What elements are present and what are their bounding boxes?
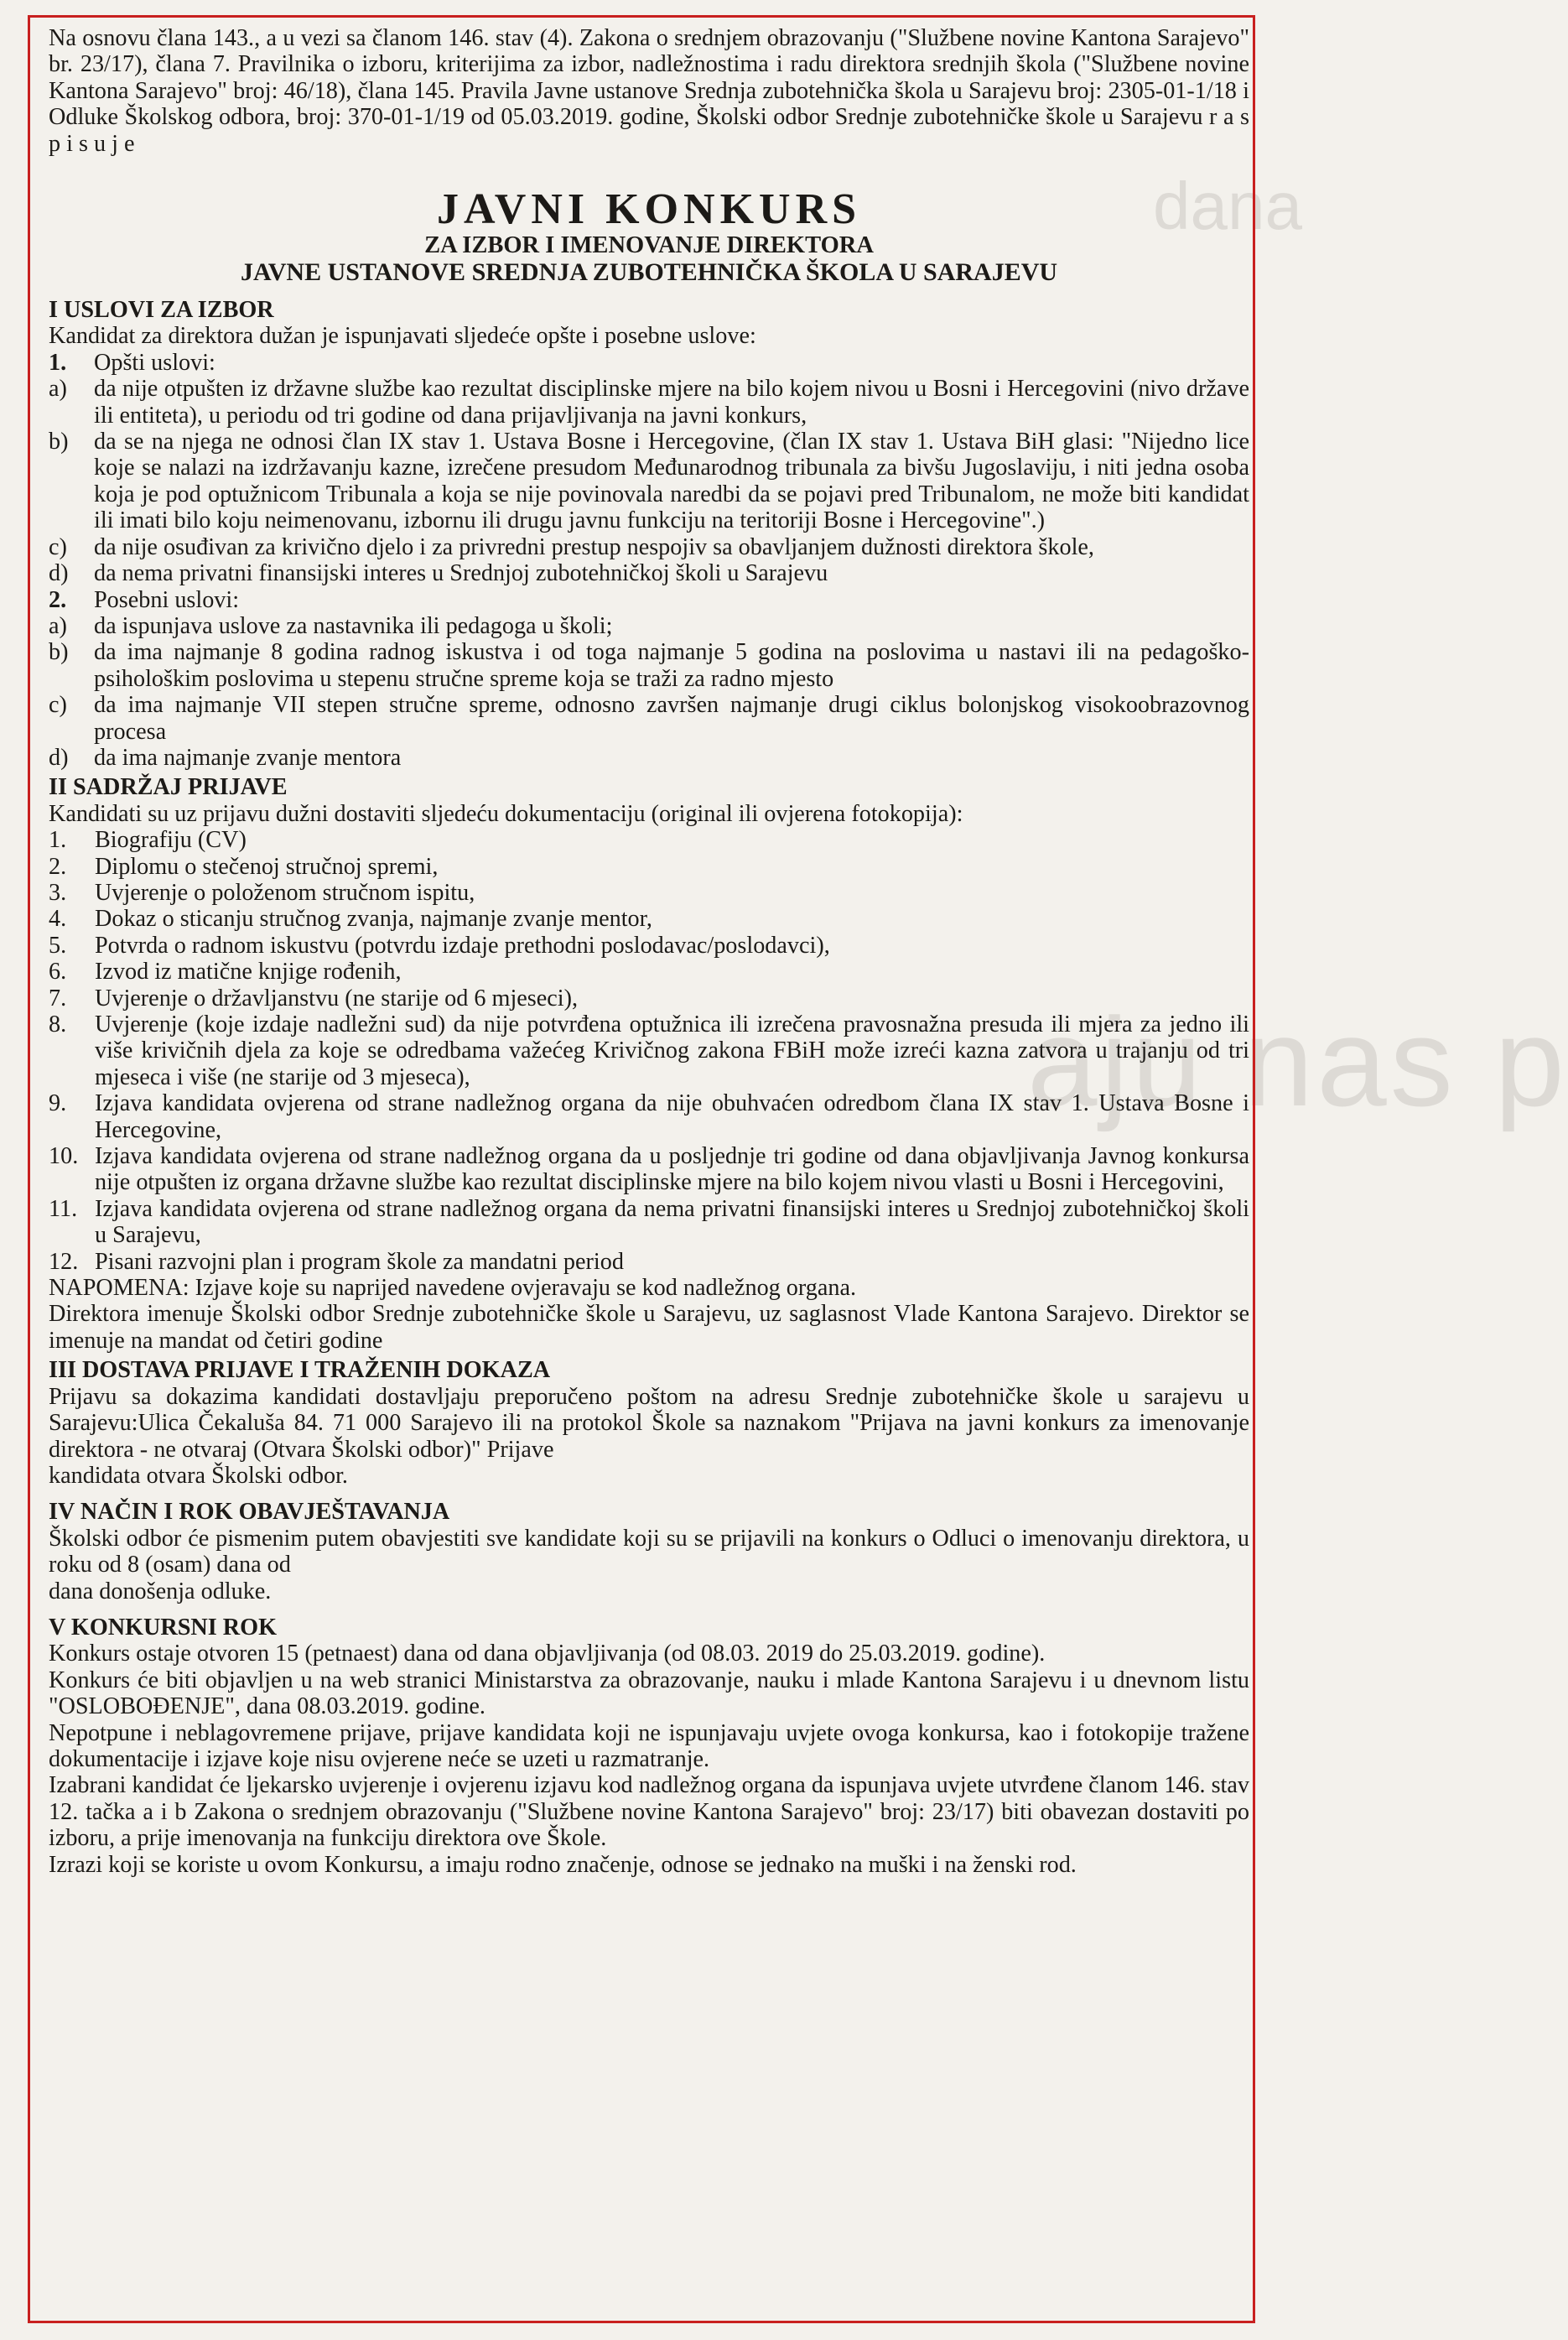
document-item-text: Izvod iz matične knjige rođenih,: [95, 959, 402, 985]
special-conditions-label: Posebni uslovi:: [94, 586, 240, 613]
document-item-marker: 5.: [49, 932, 67, 959]
document-item: [49, 1249, 1249, 1275]
document-item: [49, 985, 1249, 1011]
document-item-marker: 11.: [49, 1195, 78, 1222]
document-item-text: Diplomu o stečenoj stručnoj spremi,: [95, 853, 439, 880]
section-5-line-2: Konkurs će biti objavljen u na web stranici Ministarstva za obrazovanje, nauku i mlade Kantona Sarajevu i u dnevnom listu "OSLOBOĐENJE", dana 08.03.2019. godine.: [49, 1667, 1249, 1720]
document-item: [49, 1011, 1249, 1090]
document-item: [49, 854, 1249, 880]
general-condition-item: [49, 376, 1249, 429]
general-conditions-number: 1.: [49, 349, 67, 376]
section-3-heading: III DOSTAVA PRIJAVE I TRAŽENIH DOKAZA: [49, 1357, 551, 1384]
bleed-through-background: dana aju nas p: [1027, 169, 1568, 1132]
document-item: [49, 880, 1249, 906]
document-item: [49, 1196, 1249, 1249]
document-item-text: Potvrda o radnom iskustvu (potvrdu izdaje prethodni poslodavac/poslodavci),: [95, 932, 830, 959]
section-3-text: Prijavu sa dokazima kandidati dostavljaju preporučeno poštom na adresu Srednje zubotehničke škole u sarajevu u Sarajevu:Ulica Čekaluša 84. 71 000 Sarajevo ili na protokol Škole sa naznakom "Prijava na javni konkurs za imenovanje direktora - ne otvaraj (Otvara Školski odbor)" Prijave: [49, 1383, 1249, 1463]
section-2-note: NAPOMENA: Izjave koje su naprijed navedene ovjeravaju se kod nadležnog organa.: [49, 1275, 857, 1302]
general-condition-item-text: da nema privatni finansijski interes u Srednjoj zubotehničkoj školi u Sarajevu: [94, 560, 828, 587]
document-item-marker: 8.: [49, 1011, 67, 1037]
document-item-text: Uvjerenje o državljanstvu (ne starije od 6 mjeseci),: [95, 985, 579, 1011]
special-condition-item: [49, 692, 1249, 745]
general-conditions-list: [49, 376, 1249, 586]
special-condition-item-text: da ima najmanje zvanje mentora: [94, 744, 402, 771]
title-block: [49, 187, 1249, 287]
section-3-text-end: kandidata otvara Školski odbor.: [49, 1462, 348, 1489]
special-conditions-number: 2.: [49, 586, 67, 613]
document-item-marker: 6.: [49, 959, 67, 985]
special-condition-item: [49, 745, 1249, 771]
document-item-marker: 12.: [49, 1248, 79, 1275]
notice-subtitle: ZA IZBOR I IMENOVANJE DIREKTORA: [424, 232, 874, 259]
general-condition-item-text: da nije osuđivan za krivično djelo i za privredni prestup nespojiv sa obavljanjem dužnosti direktora škole,: [94, 533, 1094, 560]
general-condition-item-marker: a): [49, 376, 67, 403]
general-condition-item-text: da se na njega ne odnosi član IX stav 1. Ustava Bosne i Hercegovine, (član IX stav 1. Ustava BiH glasi: "Nijedno lice koje se nalazi na izdržavanju kazne, izrečene presudom Međunarodnog tribunala za bivšu Jugoslaviju, i niti jedna osoba koja je pod optužnicom Tribunala a koja se nije povinovala naredbi da se pojavi pred Tribunalom, ne može biti kandidat ili imati bilo koju neimenovanu, izbornu ili drugu javnu funkciju na teritoriji Bosne i Hercegovine".): [94, 429, 1249, 534]
document-item-marker: 10.: [49, 1143, 79, 1170]
document-item: [49, 959, 1249, 985]
general-condition-item-marker: c): [49, 533, 67, 560]
document-item-text: Izjava kandidata ovjerena od strane nadležnog organa da nije obuhvaćen odredbom člana IX stav 1. Ustava Bosne i Hercegovine,: [95, 1090, 1249, 1143]
general-condition-item-marker: b): [49, 429, 69, 455]
document-item: [49, 1143, 1249, 1196]
document-item: [49, 827, 1249, 853]
document-item-text: Uvjerenje (koje izdaje nadležni sud) da nije potvrđena optužnica ili izrečena pravosnažna presuda ili mjera za jedno ili više krivičnih djela za koje se odredbama važećeg Krivičnog zakona FBiH može izreći kazna zatvora u trajanju od tri mjeseca i više (ne starije od 3 mjeseca),: [95, 1011, 1249, 1090]
special-conditions-list: [49, 613, 1249, 771]
document-item-marker: 9.: [49, 1090, 67, 1117]
special-condition-item-marker: a): [49, 612, 67, 639]
section-2-lead: Kandidati su uz prijavu dužni dostaviti sljedeću dokumentaciju (original ili ovjerena fotokopija):: [49, 800, 963, 827]
general-condition-item-text: da nije otpušten iz državne službe kao rezultat disciplinske mjere na bilo kojem nivou u Bosni i Hercegovini (nivo države ili entiteta), u periodu od tri godine od dana prijavljivanja na javni konkurs,: [94, 376, 1249, 429]
document-item-text: Uvjerenje o položenom stručnom ispitu,: [95, 879, 475, 906]
section-5-line-5: Izrazi koji se koriste u ovom Konkursu, a imaju rodno značenje, odnose se jednako na muški i na ženski rod.: [49, 1851, 1077, 1878]
document-item-marker: 2.: [49, 853, 67, 880]
document-item-text: Biografiju (CV): [95, 827, 247, 854]
notice-title: JAVNI KONKURS: [436, 185, 862, 234]
document-item-marker: 1.: [49, 827, 67, 854]
special-condition-item-text: da ima najmanje VII stepen stručne spreme, odnosno završen najmanje drugi ciklus bolonjskog visokoobrazovnog procesa: [94, 692, 1249, 745]
section-1-heading: I USLOVI ZA IZBOR: [49, 297, 274, 324]
general-conditions-label: Opšti uslovi:: [94, 349, 215, 376]
section-1-lead: Kandidat za direktora dužan je ispunjavati sljedeće opšte i posebne uslove:: [49, 323, 756, 350]
section-2-appointment-note: Direktora imenuje Školski odbor Srednje zubotehničke škole u Sarajevu, uz saglasnost Vlade Kantona Sarajevo. Direktor se imenuje na mandat od četiri godine: [49, 1301, 1249, 1354]
section-4-text: Školski odbor će pismenim putem obavjestiti sve kandidate koji su se prijavili na konkurs o Odluci o imenovanju direktora, u roku od 8 (osam) dana od: [49, 1525, 1249, 1578]
document-item-marker: 4.: [49, 906, 67, 933]
special-condition-item-marker: b): [49, 639, 69, 666]
special-condition-item-marker: d): [49, 744, 69, 771]
document-item-marker: 3.: [49, 879, 67, 906]
document-item: [49, 1090, 1249, 1143]
document-item-text: Izjava kandidata ovjerena od strane nadležnog organa da nema privatni finansijski interes u Srednjoj zubotehničkoj školi u Sarajevu,: [95, 1195, 1249, 1249]
section-5-line-3: Nepotpune i neblagovremene prijave, prijave kandidata koji ne ispunjavaju uvjete ovoga konkursa, kao i fotokopije tražene dokumentacije i izjave koje nisu ovjerene neće se uzeti u razmatranje.: [49, 1719, 1249, 1772]
general-condition-item-marker: d): [49, 560, 69, 587]
required-documents-list: [49, 827, 1249, 1275]
special-condition-item-text: da ima najmanje 8 godina radnog iskustva i od toga najmanje 5 godina na poslovima u nastavi ili na pedagoško-psihološkim poslovima u stepenu stručne spreme koja se traži za radno mjesto: [94, 639, 1249, 692]
general-conditions-header: [49, 350, 1249, 376]
special-condition-item: [49, 639, 1249, 692]
notice-subtitle-institution: JAVNE USTANOVE SREDNJA ZUBOTEHNIČKA ŠKOLA U SARAJEVU: [240, 258, 1058, 287]
general-condition-item: [49, 534, 1249, 560]
section-4-heading: IV NAČIN I ROK OBAVJEŠTAVANJA: [49, 1499, 450, 1526]
section-5-line-4: Izabrani kandidat će ljekarsko uvjerenje i ovjerenu izjavu kod nadležnog organa da ispunjava uvjete utvrđene članom 146. stav 12. tačka a i b Zakona o srednjem obrazovanju ("Službene novine Kantona Sarajevo" broj: 23/17) biti obavezan dostaviti po izboru, a prije imenovanja na funkciju direktora ove Škole.: [49, 1772, 1249, 1852]
special-condition-item: [49, 613, 1249, 639]
document-item: [49, 933, 1249, 959]
document-item: [49, 906, 1249, 932]
special-condition-item-text: da ispunjava uslove za nastavnika ili pedagoga u školi;: [94, 612, 613, 639]
section-5-line-1: Konkurs ostaje otvoren 15 (petnaest) dana od dana objavljivanja (od 08.03. 2019 do 25.03.2019. godine).: [49, 1641, 1046, 1667]
document-item-marker: 7.: [49, 985, 67, 1011]
document-item-text: Pisani razvojni plan i program škole za mandatni period: [95, 1248, 624, 1275]
section-5-heading: V KONKURSNI ROK: [49, 1614, 277, 1641]
notice-content: [49, 25, 1249, 1878]
section-4-text-end: dana donošenja odluke.: [49, 1578, 272, 1604]
general-condition-item: [49, 429, 1249, 534]
document-item-text: Dokaz o sticanju stručnog zvanja, najmanje zvanje mentor,: [95, 906, 652, 933]
section-2-heading: II SADRŽAJ PRIJAVE: [49, 774, 288, 801]
special-condition-item-marker: c): [49, 692, 67, 719]
special-conditions-header: [49, 587, 1249, 613]
general-condition-item: [49, 560, 1249, 586]
document-item-text: Izjava kandidata ovjerena od strane nadležnog organa da u posljednje tri godine od dana objavljivanja Javnog konkursa nije otpušten iz organa državne službe kao rezultat disciplinske mjere na bilo kojem nivou vlasti u Bosni i Hercegovini,: [95, 1143, 1249, 1196]
intro-paragraph: Na osnovu člana 143., a u vezi sa članom 146. stav (4). Zakona o srednjem obrazovanju ("Službene novine Kantona Sarajevo" br. 23/17), člana 7. Pravilnika o izboru, kriterijima za izbor, nadležnostima i radu direktora srednjih škola ("Službene novine Kantona Sarajevo" broj: 46/18), člana 145. Pravila Javne ustanove Srednja zubotehnička škola u Sarajevu broj: 2305-01-1/18 i Odluke Školskog odbora, broj: 370-01-1/19 od 05.03.2019. godine, Školski odbor Srednje zubotehničke škole u Sarajevu r a s p i s u j e: [49, 25, 1249, 157]
